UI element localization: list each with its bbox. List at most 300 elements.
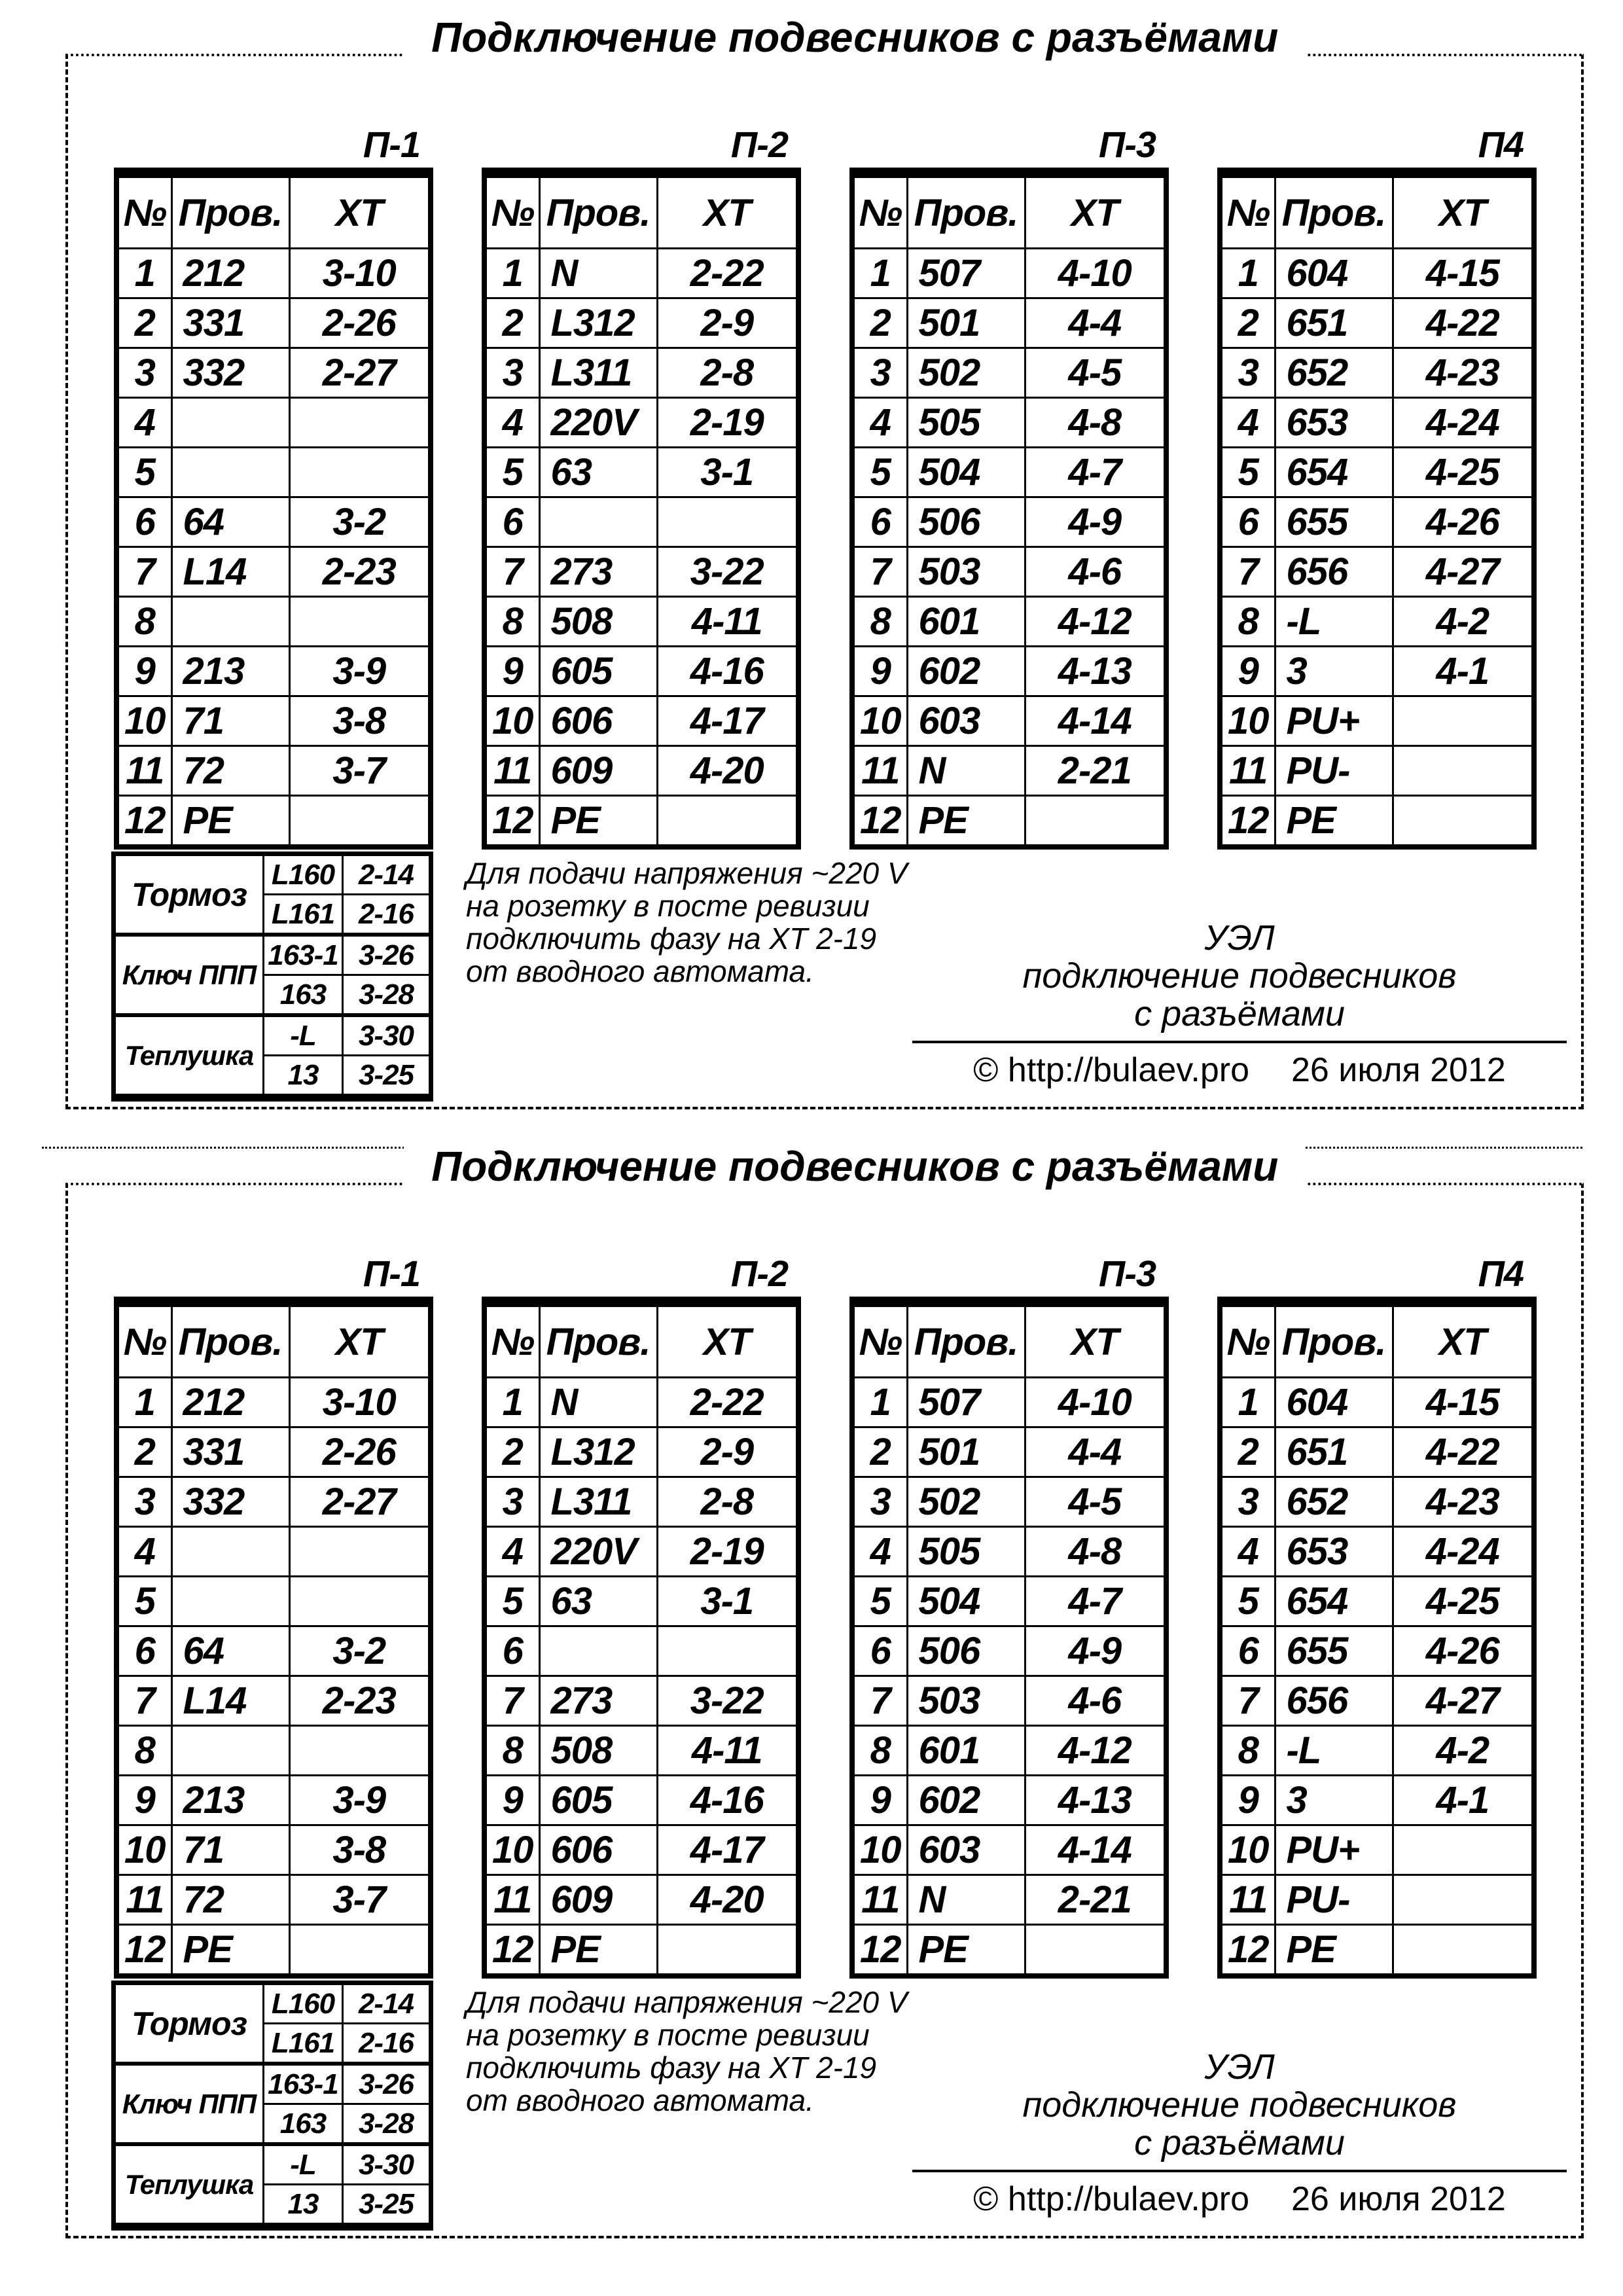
cell-wire: 652	[1275, 1477, 1393, 1527]
aux-cell-wire: 13	[264, 1056, 343, 1098]
table-row	[484, 1825, 798, 1875]
table-name: П-2	[730, 1253, 788, 1294]
cell-wire: L14	[171, 547, 289, 597]
cell-number: 8	[1220, 1726, 1275, 1776]
footer-date: 26 июля 2012	[1291, 2180, 1506, 2218]
cell-terminal: 4-8	[1025, 1527, 1166, 1577]
table-row	[1220, 796, 1534, 848]
table-row	[116, 1875, 431, 1925]
cell-wire: 220V	[539, 1527, 657, 1577]
cell-terminal: 3-9	[289, 1776, 431, 1825]
table-name: П-1	[363, 124, 420, 165]
table-row	[852, 1577, 1166, 1626]
aux-cell-terminal: 3-25	[343, 2185, 431, 2227]
cell-number: 3	[116, 348, 171, 398]
footer-block	[912, 919, 1567, 1089]
cell-terminal: 4-15	[1393, 1378, 1534, 1427]
table-row	[116, 1726, 431, 1776]
cell-terminal	[289, 1726, 431, 1776]
cell-terminal	[1025, 1925, 1166, 1977]
table-row	[484, 746, 798, 796]
aux-group-label: Тормоз	[114, 854, 264, 935]
cell-terminal	[1393, 1825, 1534, 1875]
cell-wire: 502	[907, 348, 1025, 398]
cell-terminal	[1025, 796, 1166, 848]
cell-terminal: 4-25	[1393, 448, 1534, 497]
cell-wire: 603	[907, 696, 1025, 746]
connector-table	[1217, 1297, 1537, 1979]
cell-terminal: 4-1	[1393, 1776, 1534, 1825]
table-row	[116, 696, 431, 746]
footer-org: УЭЛ	[1204, 2047, 1275, 2087]
table-row	[484, 1676, 798, 1726]
col-header-wire: Пров.	[1275, 1302, 1393, 1378]
cell-wire: 71	[171, 1825, 289, 1875]
cell-number: 2	[1220, 1427, 1275, 1477]
table-row	[852, 1776, 1166, 1825]
cell-wire: 212	[171, 249, 289, 298]
cell-terminal: 4-20	[657, 746, 798, 796]
cell-number: 6	[1220, 497, 1275, 547]
col-header-number: №	[484, 1302, 539, 1378]
cell-number: 5	[484, 448, 539, 497]
cell-wire: 606	[539, 1825, 657, 1875]
cell-wire: PU+	[1275, 696, 1393, 746]
cell-number: 7	[484, 1676, 539, 1726]
cell-wire: PU-	[1275, 1875, 1393, 1925]
cell-terminal: 4-17	[657, 696, 798, 746]
col-header-number: №	[852, 1302, 907, 1378]
aux-cell-terminal: 3-30	[343, 1015, 431, 1056]
cell-wire: 63	[539, 1577, 657, 1626]
aux-cell-wire: 163-1	[264, 935, 343, 975]
cell-wire: 654	[1275, 448, 1393, 497]
cell-terminal: 4-16	[657, 647, 798, 696]
cell-wire: L311	[539, 1477, 657, 1527]
cell-terminal: 2-26	[289, 298, 431, 348]
cell-number: 10	[852, 1825, 907, 1875]
footer-org: УЭЛ	[1204, 918, 1275, 958]
table-row	[116, 1378, 431, 1427]
cell-number: 9	[116, 647, 171, 696]
note-text	[466, 857, 908, 988]
cell-number: 3	[852, 1477, 907, 1527]
cell-number: 12	[116, 796, 171, 848]
footer-subtitle-line1: подключение подвесников	[1022, 956, 1457, 996]
cell-wire: 220V	[539, 398, 657, 448]
aux-cell-terminal: 3-28	[343, 975, 431, 1016]
table-row	[484, 696, 798, 746]
col-header-terminal: XT	[1025, 173, 1166, 249]
connector-table	[1217, 168, 1537, 850]
cell-terminal: 4-27	[1393, 547, 1534, 597]
cell-number: 10	[484, 1825, 539, 1875]
connector-table-block	[114, 1253, 428, 1979]
aux-cell-wire: 13	[264, 2185, 343, 2227]
cell-wire: 604	[1275, 1378, 1393, 1427]
cell-number: 11	[852, 746, 907, 796]
table-row	[116, 796, 431, 848]
cell-number: 10	[116, 1825, 171, 1875]
cell-terminal: 4-1	[1393, 647, 1534, 696]
table-row	[852, 1626, 1166, 1676]
table-row	[852, 448, 1166, 497]
table-row	[484, 348, 798, 398]
connector-tables-row	[114, 1253, 1531, 1979]
panel-title: Подключение подвесников с разъёмами	[404, 13, 1306, 62]
cell-number: 1	[1220, 1378, 1275, 1427]
col-header-number: №	[852, 173, 907, 249]
cell-number: 6	[852, 497, 907, 547]
cell-terminal: 2-27	[289, 1477, 431, 1527]
table-row	[1220, 348, 1534, 398]
cell-terminal	[1393, 746, 1534, 796]
footer-copyright-row	[912, 2180, 1567, 2218]
table-row	[484, 1577, 798, 1626]
cell-wire: 609	[539, 746, 657, 796]
cell-wire: PU-	[1275, 746, 1393, 796]
cell-wire	[171, 1726, 289, 1776]
cell-number: 11	[1220, 746, 1275, 796]
cell-wire: PE	[539, 1925, 657, 1977]
cell-wire: PE	[171, 1925, 289, 1977]
cell-number: 12	[852, 1925, 907, 1977]
cell-terminal: 4-6	[1025, 547, 1166, 597]
cell-number: 4	[484, 398, 539, 448]
footer-copyright-row	[912, 1051, 1567, 1089]
col-header-number: №	[116, 1302, 171, 1378]
cell-terminal	[1393, 1925, 1534, 1977]
cell-number: 3	[1220, 348, 1275, 398]
col-header-wire: Пров.	[907, 1302, 1025, 1378]
col-header-wire: Пров.	[171, 1302, 289, 1378]
table-row	[484, 249, 798, 298]
cell-wire: -L	[1275, 597, 1393, 647]
cell-terminal: 3-7	[289, 1875, 431, 1925]
cell-terminal: 3-8	[289, 696, 431, 746]
table-header-row	[852, 1302, 1166, 1378]
cell-wire: N	[539, 1378, 657, 1427]
cell-terminal	[289, 1527, 431, 1577]
table-row	[1220, 547, 1534, 597]
col-header-wire: Пров.	[171, 173, 289, 249]
cell-terminal: 2-9	[657, 1427, 798, 1477]
cell-wire: PE	[907, 796, 1025, 848]
cell-wire: 502	[907, 1477, 1025, 1527]
connector-table-block	[482, 1253, 796, 1979]
cell-terminal: 4-9	[1025, 497, 1166, 547]
cell-number: 4	[852, 398, 907, 448]
aux-cell-terminal: 2-14	[343, 1983, 431, 2024]
cell-number: 10	[484, 696, 539, 746]
cell-wire: -L	[1275, 1726, 1393, 1776]
aux-cell-terminal: 2-16	[343, 895, 431, 935]
table-row	[852, 1726, 1166, 1776]
table-row	[484, 1477, 798, 1527]
col-header-number: №	[116, 173, 171, 249]
aux-cell-terminal: 3-30	[343, 2144, 431, 2185]
cell-wire: 213	[171, 1776, 289, 1825]
table-row	[1220, 746, 1534, 796]
cell-number: 9	[116, 1776, 171, 1825]
cell-wire: 602	[907, 647, 1025, 696]
table-row	[484, 1378, 798, 1427]
cell-terminal	[1393, 1875, 1534, 1925]
cell-wire: N	[907, 1875, 1025, 1925]
aux-table	[111, 852, 433, 1102]
cell-terminal: 4-14	[1025, 1825, 1166, 1875]
table-header-row	[116, 1302, 431, 1378]
cell-number: 9	[1220, 647, 1275, 696]
cell-terminal: 3-22	[657, 547, 798, 597]
table-row	[116, 497, 431, 547]
cell-terminal: 4-4	[1025, 1427, 1166, 1477]
cell-terminal: 4-4	[1025, 298, 1166, 348]
table-row	[484, 497, 798, 547]
cell-terminal: 2-27	[289, 348, 431, 398]
cell-terminal	[657, 497, 798, 547]
cell-terminal: 2-23	[289, 1676, 431, 1726]
table-row	[1220, 398, 1534, 448]
cell-number: 7	[852, 1676, 907, 1726]
table-row	[484, 1925, 798, 1977]
cell-terminal	[657, 1925, 798, 1977]
table-row	[116, 1825, 431, 1875]
cell-number: 12	[116, 1925, 171, 1977]
table-row	[852, 647, 1166, 696]
table-name: П-3	[1098, 1253, 1156, 1294]
cell-number: 9	[852, 1776, 907, 1825]
cell-terminal: 4-24	[1393, 398, 1534, 448]
cell-number: 4	[484, 1527, 539, 1577]
cell-number: 1	[852, 249, 907, 298]
table-row	[116, 348, 431, 398]
panel-bottom	[65, 1143, 1584, 2238]
connector-table-block	[1217, 124, 1531, 850]
table-row	[852, 1427, 1166, 1477]
cell-terminal: 3-2	[289, 497, 431, 547]
footer-subtitle-line2: с разъёмами	[1134, 2123, 1345, 2162]
table-row	[1220, 647, 1534, 696]
note-line: подключить фазу на XT 2-19	[466, 2051, 877, 2085]
cell-wire: L312	[539, 1427, 657, 1477]
cell-terminal	[289, 597, 431, 647]
cell-wire: 504	[907, 1577, 1025, 1626]
table-header-row	[116, 173, 431, 249]
table-name: П-3	[1098, 124, 1156, 165]
footer-block	[912, 2048, 1567, 2218]
cell-terminal: 4-20	[657, 1875, 798, 1925]
col-header-wire: Пров.	[539, 173, 657, 249]
table-row	[116, 1577, 431, 1626]
table-row	[1220, 1676, 1534, 1726]
table-row	[484, 1875, 798, 1925]
table-row	[852, 398, 1166, 448]
cell-wire: 332	[171, 1477, 289, 1527]
cell-terminal	[289, 398, 431, 448]
cell-number: 9	[484, 1776, 539, 1825]
cell-terminal: 4-14	[1025, 696, 1166, 746]
cell-terminal: 2-26	[289, 1427, 431, 1477]
aux-table	[111, 1981, 433, 2231]
connector-table	[114, 1297, 433, 1979]
cell-number: 5	[116, 1577, 171, 1626]
aux-cell-terminal: 2-16	[343, 2024, 431, 2064]
cell-wire: 653	[1275, 1527, 1393, 1577]
cell-terminal: 3-2	[289, 1626, 431, 1676]
table-row	[116, 547, 431, 597]
cell-wire: 504	[907, 448, 1025, 497]
cell-wire	[171, 1527, 289, 1577]
table-row	[1220, 448, 1534, 497]
cell-number: 9	[852, 647, 907, 696]
table-name: П-2	[730, 124, 788, 165]
col-header-terminal: XT	[657, 1302, 798, 1378]
cell-terminal	[289, 448, 431, 497]
cell-number: 2	[484, 298, 539, 348]
cell-terminal	[289, 1925, 431, 1977]
cell-wire: PE	[539, 796, 657, 848]
cell-terminal: 4-13	[1025, 1776, 1166, 1825]
cell-wire: 604	[1275, 249, 1393, 298]
table-row	[852, 298, 1166, 348]
cell-terminal: 2-21	[1025, 746, 1166, 796]
table-row	[1220, 1477, 1534, 1527]
cell-wire: 656	[1275, 1676, 1393, 1726]
cell-number: 5	[484, 1577, 539, 1626]
cell-wire: 331	[171, 1427, 289, 1477]
cell-number: 6	[1220, 1626, 1275, 1676]
cell-wire: 3	[1275, 647, 1393, 696]
cell-wire: 651	[1275, 1427, 1393, 1477]
cell-number: 12	[1220, 796, 1275, 848]
cell-wire: 72	[171, 1875, 289, 1925]
cell-wire: 503	[907, 1676, 1025, 1726]
connector-table	[849, 168, 1169, 850]
connector-table-block	[849, 124, 1164, 850]
table-row	[1220, 249, 1534, 298]
cell-wire: 654	[1275, 1577, 1393, 1626]
table-row	[116, 1427, 431, 1477]
cell-terminal	[289, 1577, 431, 1626]
cell-terminal: 3-8	[289, 1825, 431, 1875]
cell-terminal: 2-8	[657, 1477, 798, 1527]
note-line: на розетку в посте ревизии	[466, 889, 870, 923]
cell-wire: 507	[907, 1378, 1025, 1427]
cell-terminal: 4-23	[1393, 1477, 1534, 1527]
aux-cell-wire: L160	[264, 854, 343, 895]
cell-wire: 508	[539, 1726, 657, 1776]
cell-wire: 605	[539, 647, 657, 696]
cell-terminal: 3-7	[289, 746, 431, 796]
aux-group-row	[114, 1015, 431, 1056]
aux-cell-wire: L161	[264, 895, 343, 935]
cell-number: 1	[116, 1378, 171, 1427]
cell-terminal: 4-10	[1025, 1378, 1166, 1427]
cell-wire: 655	[1275, 1626, 1393, 1676]
cell-wire: N	[907, 746, 1025, 796]
connector-table-block	[849, 1253, 1164, 1979]
cell-terminal: 4-16	[657, 1776, 798, 1825]
cell-terminal: 4-17	[657, 1825, 798, 1875]
cell-number: 3	[484, 348, 539, 398]
cell-terminal: 3-1	[657, 1577, 798, 1626]
cell-terminal: 4-25	[1393, 1577, 1534, 1626]
cell-terminal: 4-5	[1025, 1477, 1166, 1527]
cell-terminal: 4-5	[1025, 348, 1166, 398]
cell-number: 10	[1220, 696, 1275, 746]
cell-number: 7	[1220, 547, 1275, 597]
table-row	[116, 746, 431, 796]
cell-terminal: 4-7	[1025, 448, 1166, 497]
cell-terminal: 4-11	[657, 597, 798, 647]
table-row	[116, 1776, 431, 1825]
table-row	[852, 497, 1166, 547]
col-header-wire: Пров.	[1275, 173, 1393, 249]
cell-terminal: 2-22	[657, 249, 798, 298]
cell-terminal: 4-24	[1393, 1527, 1534, 1577]
table-name: П4	[1478, 1253, 1524, 1294]
table-row	[852, 746, 1166, 796]
table-row	[1220, 1925, 1534, 1977]
connector-table	[482, 168, 801, 850]
table-row	[484, 597, 798, 647]
table-row	[852, 1925, 1166, 1977]
cell-number: 8	[1220, 597, 1275, 647]
connector-table-block	[482, 124, 796, 850]
cell-number: 11	[116, 1875, 171, 1925]
cell-wire: 601	[907, 597, 1025, 647]
cell-number: 2	[852, 298, 907, 348]
table-header-row	[484, 1302, 798, 1378]
cell-wire: 609	[539, 1875, 657, 1925]
cell-number: 12	[484, 1925, 539, 1977]
table-row	[484, 547, 798, 597]
table-row	[116, 448, 431, 497]
aux-cell-wire: L161	[264, 2024, 343, 2064]
cell-number: 11	[484, 1875, 539, 1925]
aux-group-row	[114, 935, 431, 975]
cell-terminal: 4-11	[657, 1726, 798, 1776]
table-row	[1220, 1527, 1534, 1577]
cell-terminal	[657, 796, 798, 848]
cell-terminal: 2-23	[289, 547, 431, 597]
table-row	[852, 348, 1166, 398]
note-line: подключить фазу на XT 2-19	[466, 922, 877, 956]
aux-cell-terminal: 3-28	[343, 2104, 431, 2145]
cell-number: 2	[852, 1427, 907, 1477]
cell-wire: 64	[171, 1626, 289, 1676]
table-header-row	[484, 173, 798, 249]
cell-wire: 503	[907, 547, 1025, 597]
table-header-row	[852, 173, 1166, 249]
cell-number: 10	[1220, 1825, 1275, 1875]
cell-number: 6	[852, 1626, 907, 1676]
cell-terminal: 2-19	[657, 1527, 798, 1577]
cell-number: 2	[484, 1427, 539, 1477]
cell-wire: 506	[907, 1626, 1025, 1676]
table-row	[1220, 298, 1534, 348]
col-header-terminal: XT	[1393, 173, 1534, 249]
footer-divider	[912, 1041, 1567, 1043]
cell-number: 7	[116, 547, 171, 597]
cell-wire: 331	[171, 298, 289, 348]
cell-number: 2	[116, 1427, 171, 1477]
cell-terminal: 4-27	[1393, 1676, 1534, 1726]
table-row	[1220, 1378, 1534, 1427]
cell-terminal	[289, 796, 431, 848]
cell-wire: 653	[1275, 398, 1393, 448]
